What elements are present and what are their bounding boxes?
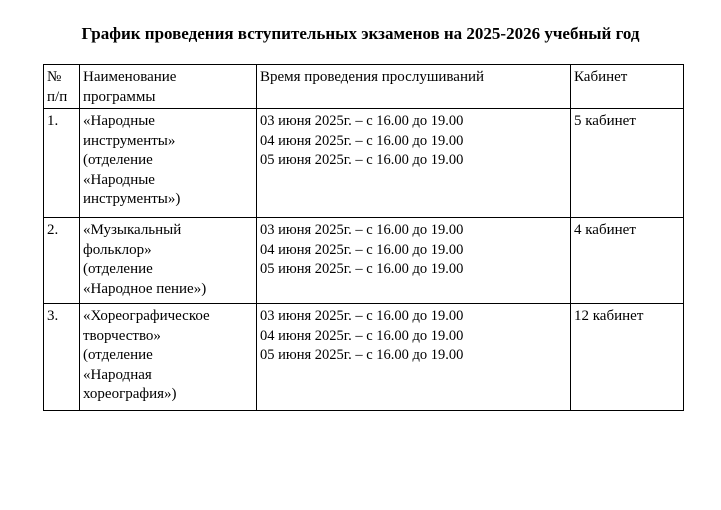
program-name-line: инструменты» <box>83 132 176 149</box>
program-name <box>80 218 257 304</box>
audition-slot: 03 июня 2025г. – с 16.00 до 19.00 <box>260 222 464 238</box>
table-row <box>44 304 684 411</box>
room: 12 кабинет <box>571 304 684 411</box>
audition-slot: 03 июня 2025г. – с 16.00 до 19.00 <box>260 113 464 129</box>
row-number: 3. <box>44 304 80 411</box>
header-room: Кабинет <box>571 65 684 109</box>
row-number: 1. <box>44 109 80 218</box>
program-name-line: «Хореографическое <box>83 308 210 324</box>
table-row <box>44 109 684 218</box>
program-name-line: «Народная <box>83 366 152 383</box>
audition-slot: 05 июня 2025г. – с 16.00 до 19.00 <box>260 347 464 363</box>
audition-slot: 04 июня 2025г. – с 16.00 до 19.00 <box>260 327 464 344</box>
program-name <box>80 109 257 218</box>
header-program-line1: Наименование <box>83 69 177 85</box>
program-name-line: (отделение <box>83 152 153 168</box>
program-name-line: «Народные <box>83 113 155 129</box>
audition-slot: 03 июня 2025г. – с 16.00 до 19.00 <box>260 308 464 324</box>
header-program-line2: программы <box>83 88 156 105</box>
row-number: 2. <box>44 218 80 304</box>
audition-times <box>257 109 571 218</box>
program-name-line: «Народные <box>83 171 155 188</box>
program-name <box>80 304 257 411</box>
program-name-line: «Народное пение») <box>83 280 207 297</box>
document-title: График проведения вступительных экзаменов на 2025-2026 учебный год <box>81 24 640 43</box>
header-number-line2: п/п <box>47 88 68 105</box>
audition-times <box>257 304 571 411</box>
audition-slot: 05 июня 2025г. – с 16.00 до 19.00 <box>260 261 464 277</box>
header-number <box>44 65 80 109</box>
room: 5 кабинет <box>571 109 684 218</box>
schedule-table <box>43 64 684 411</box>
program-name-line: (отделение <box>83 347 153 363</box>
program-name-line: (отделение <box>83 261 153 277</box>
header-audition-time: Время проведения прослушиваний <box>257 65 571 109</box>
header-program-name <box>80 65 257 109</box>
header-number-line1: № <box>47 69 62 85</box>
audition-slot: 05 июня 2025г. – с 16.00 до 19.00 <box>260 152 464 168</box>
room: 4 кабинет <box>571 218 684 304</box>
program-name-line: «Музыкальный <box>83 222 182 238</box>
audition-slot: 04 июня 2025г. – с 16.00 до 19.00 <box>260 132 464 149</box>
program-name-line: творчество» <box>83 327 161 344</box>
program-name-line: фольклор» <box>83 241 152 258</box>
program-name-line: хореография») <box>83 386 177 402</box>
audition-slot: 04 июня 2025г. – с 16.00 до 19.00 <box>260 241 464 258</box>
program-name-line: инструменты») <box>83 191 181 207</box>
table-row <box>44 218 684 304</box>
audition-times <box>257 218 571 304</box>
header-row <box>44 65 684 109</box>
